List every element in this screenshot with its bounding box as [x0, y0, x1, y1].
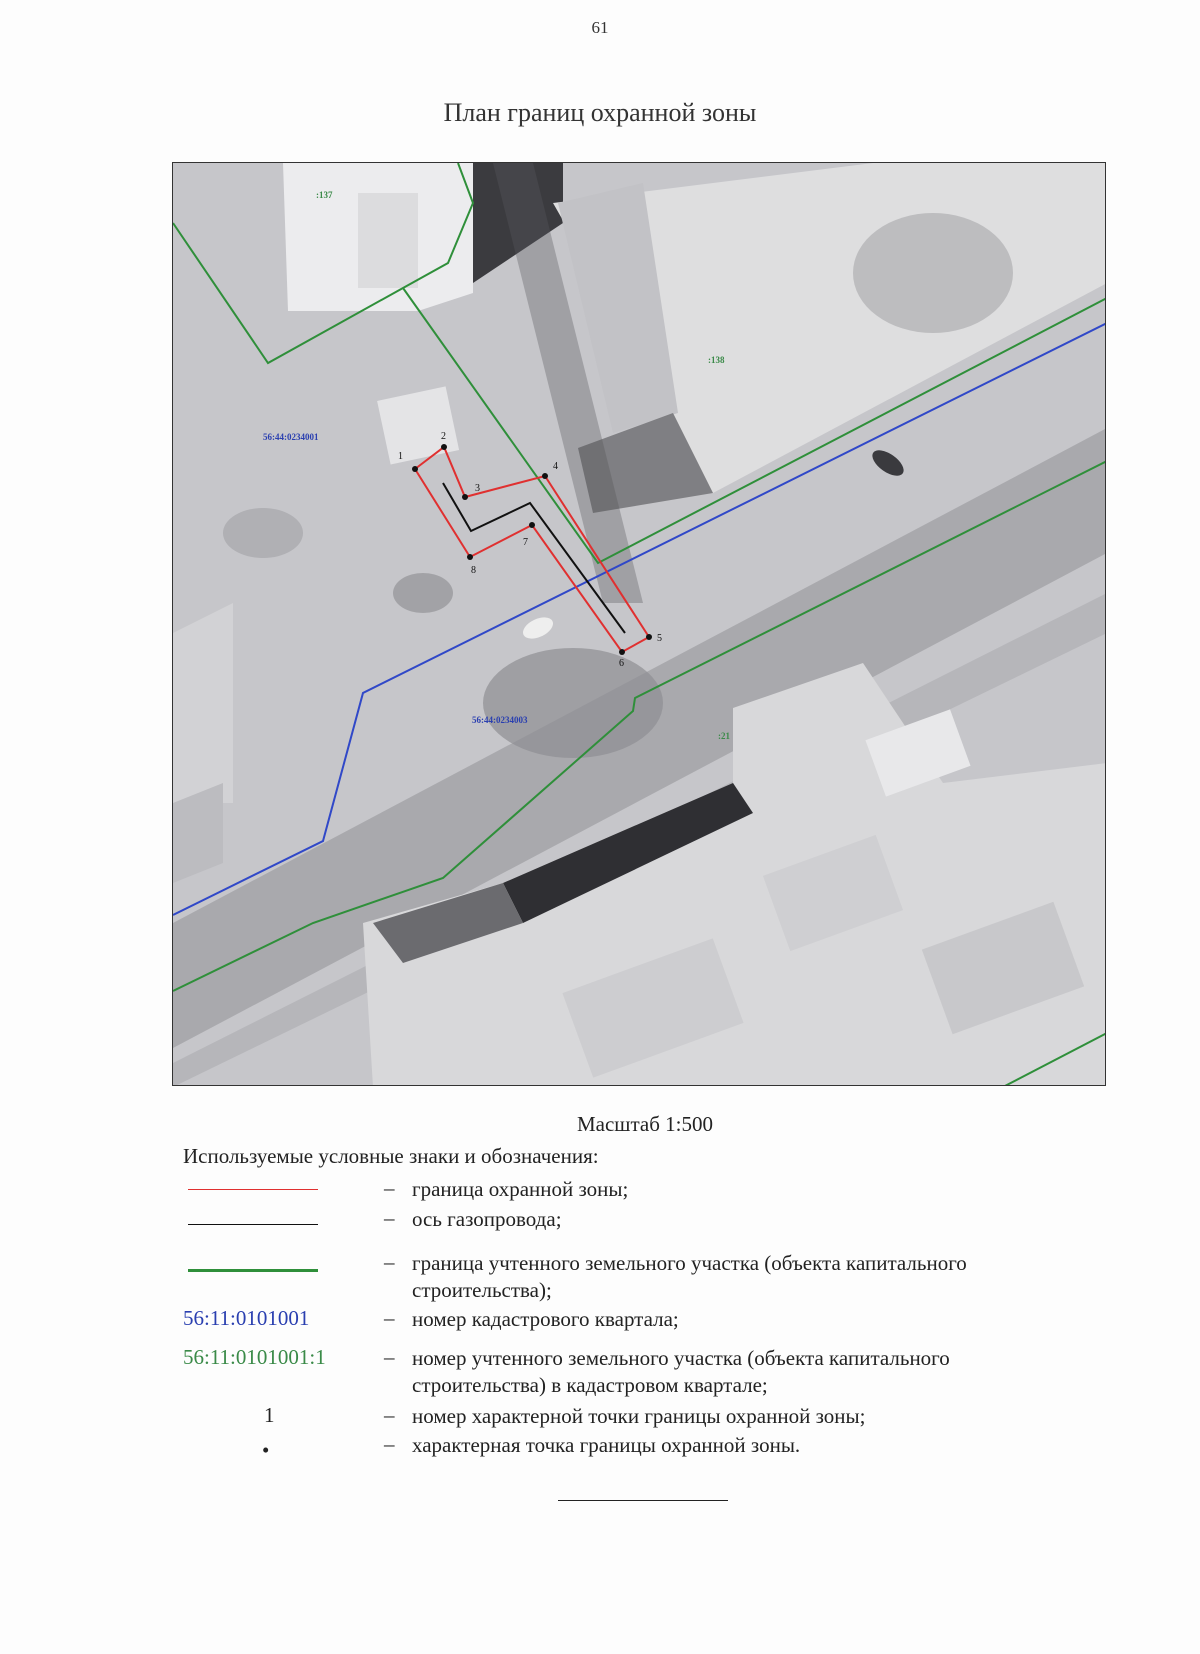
point-marker — [542, 473, 548, 479]
legend-dash: – — [384, 1403, 395, 1427]
legend-dash: – — [384, 1345, 395, 1369]
legend-line-black — [188, 1224, 318, 1225]
legend-text: ось газопровода; — [412, 1207, 562, 1231]
point-marker — [412, 466, 418, 472]
page-number: 61 — [591, 18, 609, 37]
legend-sample-number: 1 — [264, 1403, 275, 1427]
parcel-label: :138 — [708, 355, 725, 365]
legend-sample-dot: • — [262, 1438, 270, 1462]
legend-dash: – — [384, 1432, 395, 1456]
legend-dash: – — [384, 1176, 395, 1200]
point-label: 3 — [475, 483, 480, 494]
point-label: 7 — [523, 537, 528, 548]
legend-line-green — [188, 1269, 318, 1272]
point-marker — [646, 634, 652, 640]
point-label: 1 — [398, 451, 403, 462]
aerial-map — [173, 163, 1106, 1086]
legend-dash: – — [384, 1206, 395, 1230]
legend-text: номер кадастрового квартала; — [412, 1307, 679, 1331]
legend-sample-parcel: 56:11:0101001:1 — [183, 1345, 326, 1369]
legend-heading: Используемые условные знаки и обозначения: — [183, 1144, 599, 1168]
quarter-label: 56:44:0234001 — [263, 432, 319, 442]
map-frame — [172, 162, 1106, 1086]
legend-text: характерная точка границы охранной зоны. — [412, 1433, 801, 1457]
legend-text: номер характерной точки границы охранной зоны; — [412, 1404, 866, 1428]
point-marker — [441, 444, 447, 450]
parcel-label: :137 — [316, 190, 333, 200]
quarter-label: 56:44:0234003 — [472, 715, 528, 725]
point-label: 6 — [619, 658, 624, 669]
point-marker — [462, 494, 468, 500]
point-label: 8 — [471, 565, 476, 576]
point-label: 2 — [441, 431, 446, 442]
legend-sample-quarter: 56:11:0101001 — [183, 1306, 310, 1330]
legend-text: номер учтенного земельного участка (объекта капитального строительства) в кадастровом квартале; — [412, 1346, 950, 1397]
legend-text: граница охранной зоны; — [412, 1177, 629, 1201]
legend-text: граница учтенного земельного участка (объекта капитального строительства); — [412, 1251, 967, 1302]
legend-line-red — [188, 1189, 318, 1190]
point-marker — [529, 522, 535, 528]
point-marker — [467, 554, 473, 560]
point-label: 4 — [553, 461, 558, 472]
footer-rule — [558, 1500, 728, 1501]
page-title: План границ охранной зоны — [443, 98, 757, 127]
map-scale: Масштаб 1:500 — [576, 1112, 713, 1136]
parcel-label: :21 — [718, 731, 730, 741]
legend-dash: – — [384, 1250, 395, 1274]
point-marker — [619, 649, 625, 655]
point-label: 5 — [657, 633, 662, 644]
legend-dash: – — [384, 1306, 395, 1330]
